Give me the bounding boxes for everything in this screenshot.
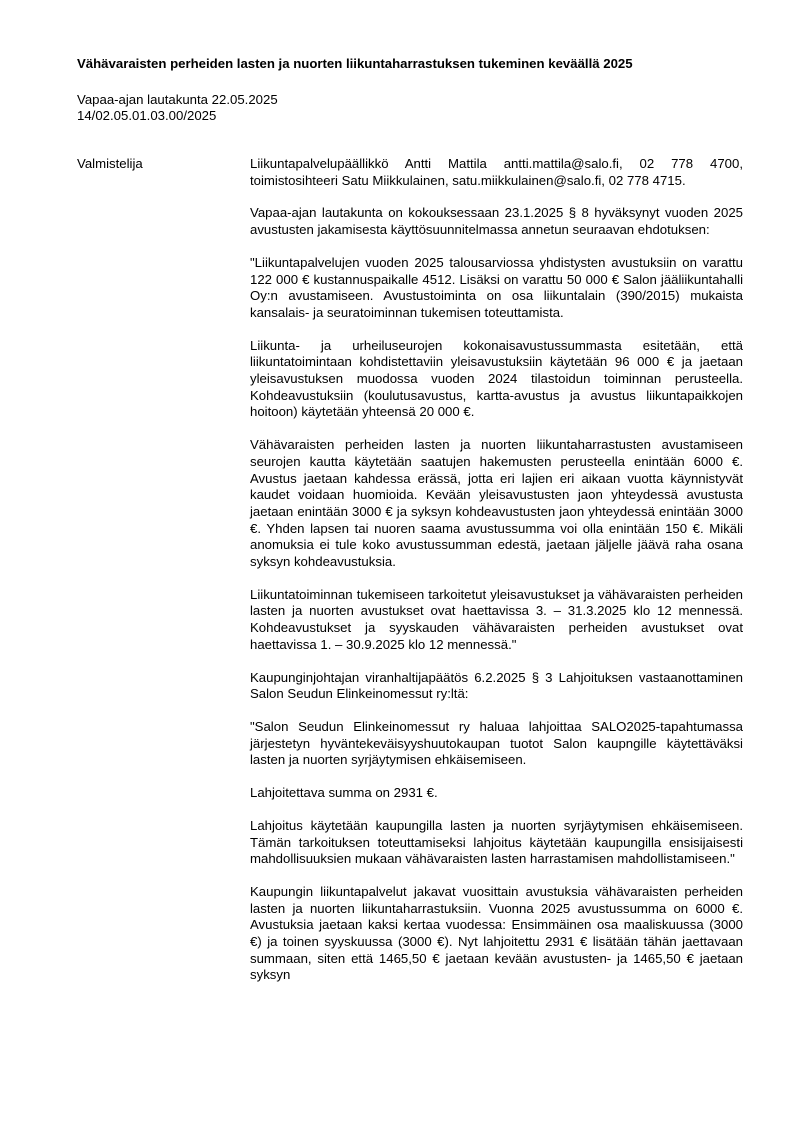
body-paragraph: Lahjoitettava summa on 2931 €.	[250, 785, 438, 801]
body-paragraph: Lahjoitus käytetään kaupungilla lasten ja nuorten syrjäytymisen ehkäisemiseen. Tämän tarkoituksen toteuttamiseksi lahjoitus käytetään kaupungilla ensisijaisesti mahdollisuuksien mukaan vähävaraisten lasten harrastamisen mahdollistamiseen."	[250, 817, 743, 867]
reference-number: 14/02.05.01.03.00/2025	[77, 108, 217, 123]
body-paragraph: Liikuntatoiminnan tukemiseen tarkoitetut yleisavustukset ja vähävaraisten perheiden lasten ja nuorten avustukset ovat haettavissa 3. – 31.3.2025 klo 12 mennessä. Kohdeavustukset ja syyskauden vähävaraisten perheiden avustukset ovat haettavissa 1. – 30.9.2025 klo 12 mennessä."	[250, 586, 743, 652]
document-body	[250, 156, 743, 1000]
body-paragraph: Vapaa-ajan lautakunta on kokouksessaan 23.1.2025 § 8 hyväksynyt vuoden 2025 avustusten jakamisesta käyttösuunnitelmassa annetun seuraavan ehdotuksen:	[250, 205, 743, 238]
body-paragraph: "Liikuntapalvelujen vuoden 2025 talousarviossa yhdistysten avustuksiin on varattu 122 000 € kustannuspaikalle 4512. Lisäksi on varattu 50 000 € Salon jääliikuntahalli Oy:n avustamiseen. Avustustoiminta on osa liikuntalain (390/2015) mukaista kansalais- ja seuratoiminnan tukemisen toteuttamista.	[250, 254, 743, 320]
body-paragraph: Vähävaraisten perheiden lasten ja nuorten liikuntaharrastusten avustamiseen seurojen kautta käytetään saatujen hakemusten perusteella enintään 6000 €. Avustus jaetaan kahdessa erässä, jotta eri lajien eri aikaan vuotta käynnistyvät kaudet voidaan huomioida. Kevään yleisavustusten jaon yhteydessä avustusta jaetaan enintään 3000 € ja syksyn kohdeavustusten jaon yhteydessä enintään 3000 €. Yhden lapsen tai nuoren saama avustussumma voi olla enintään 150 €. Mikäli anomuksia ei tule koko avustussumman edestä, jaetaan jäljelle jäävä raha osana syksyn kohdeavustuksia.	[250, 437, 743, 570]
document-title: Vähävaraisten perheiden lasten ja nuorten liikuntaharrastuksen tukeminen keväällä 2025	[77, 56, 633, 71]
body-paragraph: Liikunta- ja urheiluseurojen kokonaisavustussummasta esitetään, että liikuntatoimintaan kohdistettaviin yleisavustuksiin käytetään 96 000 € ja jaetaan yleisavustuksen muodossa vuoden 2024 tilastoidun toiminnan perusteella. Kohdeavustuksiin (koulutusavustus, kartta-avustus ja avustus liikuntapaikkojen hoitoon) käytetään yhteensä 20 000 €.	[250, 337, 743, 420]
meeting-info	[77, 92, 278, 124]
meeting-line: Vapaa-ajan lautakunta 22.05.2025	[77, 92, 278, 107]
body-paragraph: Kaupungin liikuntapalvelut jakavat vuosittain avustuksia vähävaraisten perheiden lasten ja nuorten liikuntaharrastuksiin. Vuonna 2025 avustussumma on 6000 €. Avustuksia jaetaan kaksi kertaa vuodessa: Ensimmäinen osa maaliskuussa (3000 €) ja toinen syyskuussa (3000 €). Nyt lahjoitettu 2931 € lisätään tähän jaettavaan summaan, siten että 1465,50 € jaetaan kevään avustusten- ja 1465,50 € jaetaan syksyn	[250, 883, 743, 983]
preparer-contacts: Liikuntapalvelupäällikkö Antti Mattila antti.mattila@salo.fi, 02 778 4700, toimistosihteeri Satu Miikkulainen, satu.miikkulainen@salo.fi, 02 778 4715.	[250, 156, 743, 188]
preparer-label: Valmistelija	[77, 156, 143, 171]
body-paragraph: Kaupunginjohtajan viranhaltijapäätös 6.2.2025 § 3 Lahjoituksen vastaanottaminen Salon Seudun Elinkeinomessut ry:ltä:	[250, 669, 743, 702]
body-paragraph: "Salon Seudun Elinkeinomessut ry haluaa lahjoittaa SALO2025-tapahtumassa järjestetyn hyväntekeväisyyshuutokaupan tuotot Salon kaupngille käytettäväksi lasten ja nuorten syrjäytymisen ehkäisemiseen.	[250, 718, 743, 768]
